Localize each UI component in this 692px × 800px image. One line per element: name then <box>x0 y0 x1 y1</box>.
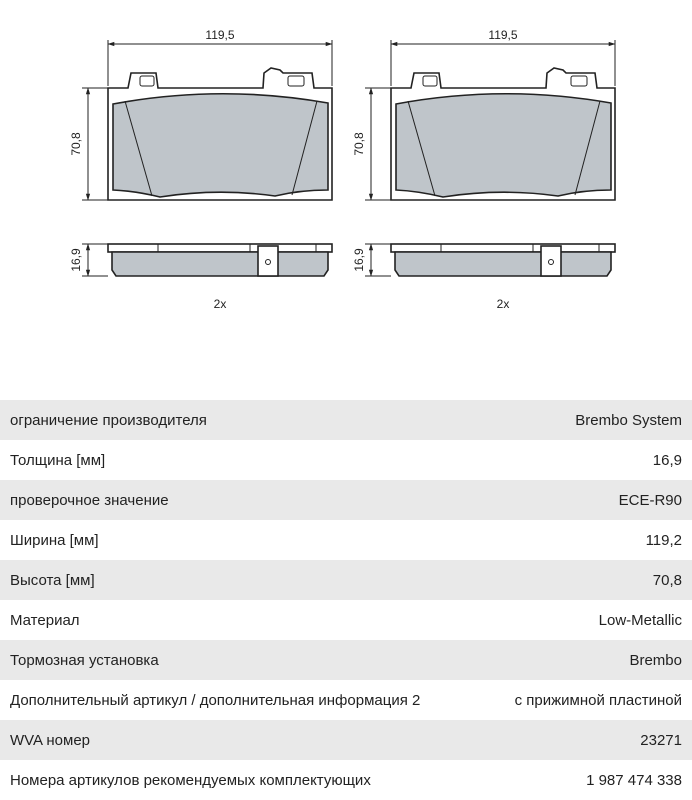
spec-label: Дополнительный артикул / дополнительная информация 2 <box>10 691 421 709</box>
spec-row <box>0 440 692 480</box>
spec-value: Low-Metallic <box>598 611 682 629</box>
right-height-dimension <box>352 88 391 200</box>
spec-label: ограничение производителя <box>10 411 207 429</box>
left-pad-front-view <box>108 68 332 200</box>
spec-row <box>0 520 692 560</box>
left-width-label: 119,5 <box>205 28 235 42</box>
left-height-label: 70,8 <box>69 132 83 156</box>
right-width-label: 119,5 <box>488 28 518 42</box>
right-thickness-label: 16,9 <box>352 248 366 272</box>
spec-value: 119,2 <box>645 531 682 549</box>
spec-row <box>0 400 692 440</box>
specs-table <box>0 400 692 800</box>
spec-label: Ширина [мм] <box>10 531 99 549</box>
spec-row <box>0 760 692 800</box>
left-quantity-label: 2x <box>213 297 227 311</box>
spec-value: с прижимной пластиной <box>514 691 682 709</box>
spec-value: 70,8 <box>652 571 682 589</box>
left-pad-side-view <box>108 244 332 276</box>
right-height-label: 70,8 <box>352 132 366 156</box>
right-pad-front-view <box>391 68 615 200</box>
spec-row <box>0 640 692 680</box>
spec-label: проверочное значение <box>10 491 169 509</box>
left-height-dimension <box>69 88 108 200</box>
spec-row <box>0 480 692 520</box>
spec-label: Материал <box>10 611 80 629</box>
spec-value: 16,9 <box>652 451 682 469</box>
spec-label: Толщина [мм] <box>10 451 106 469</box>
spec-value: ECE-R90 <box>618 491 682 509</box>
spec-value: Brembo System <box>575 411 682 429</box>
spec-row <box>0 600 692 640</box>
spec-label: WVA номер <box>10 731 91 749</box>
right-pad-side-view <box>391 244 615 276</box>
spec-value: Brembo <box>629 651 682 669</box>
spec-label: Тормозная установка <box>10 651 159 669</box>
spec-value: 23271 <box>640 731 682 749</box>
spec-row <box>0 560 692 600</box>
left-thickness-dimension <box>69 244 108 276</box>
spec-row <box>0 720 692 760</box>
left-thickness-label: 16,9 <box>69 248 83 272</box>
right-thickness-dimension <box>352 244 391 276</box>
right-quantity-label: 2x <box>496 297 510 311</box>
spec-row <box>0 680 692 720</box>
spec-label: Высота [мм] <box>10 571 95 589</box>
spec-label: Номера артикулов рекомендуемых комплектующих <box>10 771 371 789</box>
spec-value: 1 987 474 338 <box>586 771 682 789</box>
